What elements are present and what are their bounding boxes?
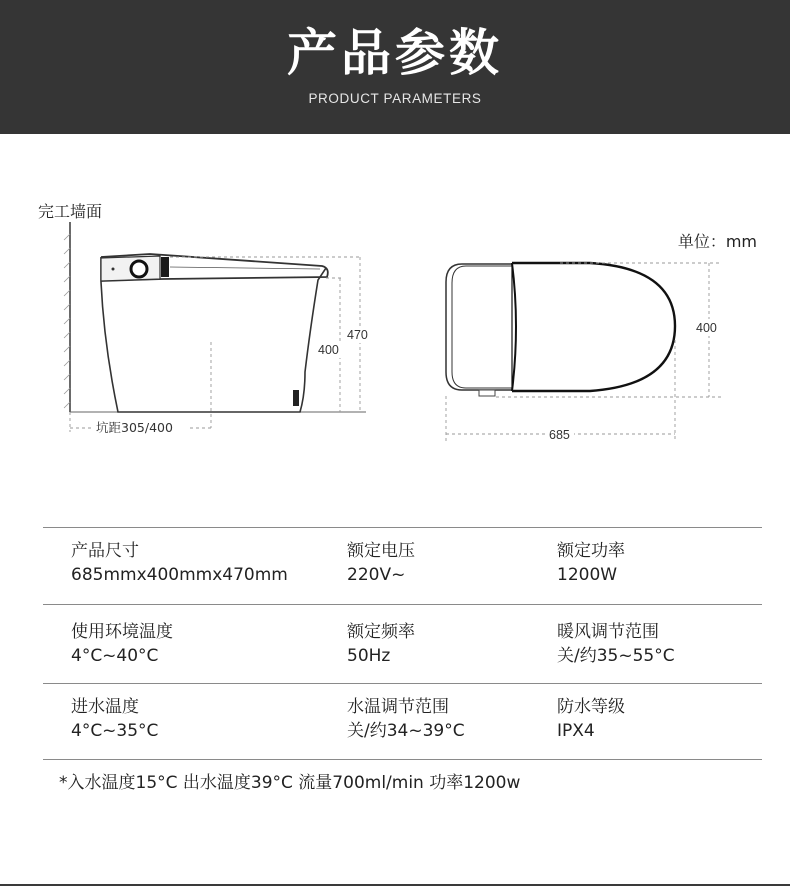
spec-value: 685mmx400mmx470mm (71, 565, 288, 585)
spec-value: 4°C~40°C (71, 646, 159, 666)
spec-cell-water-temp (347, 695, 465, 743)
spec-value: IPX4 (557, 721, 595, 741)
page-subtitle: PRODUCT PARAMETERS (308, 91, 482, 106)
spec-cell-frequency (347, 620, 415, 668)
top-view-drawing (446, 263, 722, 443)
spec-cell-inlet-temp (71, 695, 158, 743)
wall-label: 完工墙面 (38, 202, 103, 221)
spec-value: 50Hz (347, 646, 391, 666)
table-divider (43, 759, 762, 760)
total-height-label: 470 (347, 328, 368, 342)
top-width-label: 400 (696, 321, 717, 335)
top-length-label: 685 (549, 428, 570, 442)
spec-cell-waterproof (557, 695, 625, 743)
spec-label: 水温调节范围 (347, 697, 449, 717)
spec-label: 进水温度 (71, 697, 139, 717)
spec-label: 防水等级 (557, 697, 625, 717)
spec-value: 1200W (557, 565, 618, 585)
spec-value: 关/约35~55°C (557, 646, 675, 666)
pit-distance-label: 坑距305/400 (96, 420, 173, 435)
spec-cell-voltage (347, 539, 415, 587)
footnote: *入水温度15°C 出水温度39°C 流量700ml/min 功率1200w (59, 773, 521, 793)
spec-value: 关/约34~39°C (347, 721, 465, 741)
side-view-drawing (64, 222, 371, 432)
spec-label: 使用环境温度 (71, 622, 173, 642)
spec-value: 4°C~35°C (71, 721, 159, 741)
spec-label: 产品尺寸 (71, 541, 139, 561)
page-title: 产品参数 (287, 24, 503, 82)
spec-cell-warm-air (557, 620, 675, 668)
spec-cell-power (557, 539, 625, 587)
bottom-divider (0, 884, 790, 886)
spec-label: 额定频率 (347, 622, 415, 642)
seat-height-label: 400 (318, 343, 339, 357)
table-divider (43, 683, 762, 684)
unit-label: 单位：mm (677, 232, 757, 251)
table-divider (43, 527, 762, 528)
spec-cell-ambient-temp (71, 620, 173, 668)
spec-value: 220V~ (347, 565, 406, 585)
spec-label: 额定电压 (347, 541, 415, 561)
spec-label: 暖风调节范围 (557, 622, 659, 642)
spec-label: 额定功率 (557, 541, 625, 561)
spec-cell-size (71, 539, 288, 587)
table-divider (43, 604, 762, 605)
